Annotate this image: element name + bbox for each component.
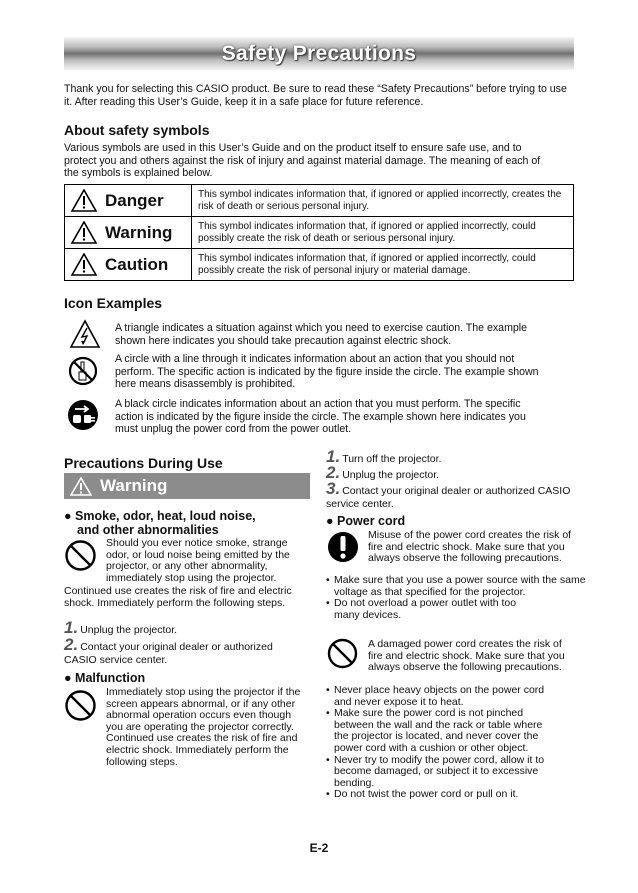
- about-heading: About safety symbols: [64, 122, 210, 138]
- step-text: Unplug the projector.: [80, 624, 178, 636]
- smoke-step-1: [64, 618, 178, 637]
- step-text: Turn off the projector.: [342, 453, 442, 465]
- bullet-dot-icon: ●: [326, 514, 334, 528]
- right-step-2: [326, 463, 440, 482]
- right-step-1: [326, 447, 442, 466]
- caution-label: Caution: [105, 254, 169, 274]
- bullet-text: Never try to modify the power cord, allow it to become damaged, or subject it to excessive bending.: [334, 753, 545, 789]
- bullet-text: Do not overload a power outlet with too many devices.: [334, 597, 517, 621]
- step-number: 1.: [326, 447, 341, 466]
- page-title: Safety Precautions: [221, 41, 417, 65]
- malfunction-title: Malfunction: [75, 671, 146, 685]
- precautions-heading: Precautions During Use: [64, 455, 223, 471]
- warning-banner: [64, 473, 310, 499]
- warning-triangle-icon: [71, 253, 97, 276]
- power-bullet: • Never try to modify the power cord, allow it to become damaged, or subject it to excessive bending.: [326, 755, 562, 790]
- icon-example-text-2: A circle with a line through it indicates information about an action that you should not perform. The specific action is indicated by the figure inside the circle. The example shown here means disassembly is prohibited.: [115, 353, 539, 391]
- step-number: 2.: [326, 463, 341, 482]
- symbol-row-danger: [65, 185, 574, 217]
- warning-triangle-icon: [71, 189, 97, 212]
- symbol-row-caution: [65, 249, 574, 281]
- page-number: E-2: [309, 841, 329, 855]
- power-cord-text-1: Misuse of the power cord creates the risk of fire and electric shock. Make sure that you always observe the following precautions.: [368, 529, 572, 565]
- step-text: Contact your original dealer or authorized CASIO service center.: [326, 485, 571, 510]
- smoke-title-line1: Smoke, odor, heat, loud noise,: [75, 509, 256, 523]
- power-bullets-1: [326, 575, 586, 621]
- icons-heading: Icon Examples: [64, 295, 163, 311]
- title-bar: [64, 37, 574, 70]
- bullet-text: Make sure the power cord is not pinched between the wall and the rack or table where the projector is located, and never cover the power cord with a cushion or other object.: [334, 707, 543, 754]
- intro-text: Thank you for selecting this CASIO product. Be sure to read these “Safety Precautions” before trying to use it. After reading this User’s Guide, keep it in a safe place for future reference.: [64, 83, 567, 108]
- smoke-continued-text: Continued use creates the risk of fire and electric shock. Immediately perform the following steps.: [64, 585, 292, 609]
- warning-text: This symbol indicates information that, if ignored or applied incorrectly, could possibly create the risk of death or serious personal injury.: [192, 217, 574, 249]
- bullet-text: Do not twist the power cord or pull on it.: [334, 788, 519, 801]
- power-bullet: • Do not overload a power outlet with too many devices.: [326, 598, 542, 621]
- step-text: Contact your original dealer or authorized CASIO service center.: [64, 641, 273, 666]
- power-bullets-2: [326, 685, 586, 801]
- danger-label: Danger: [105, 190, 164, 210]
- bullet-text: Make sure that you use a power source with the same voltage as that specified for the projector.: [334, 574, 586, 598]
- power-bullet: • Make sure that you use a power source with the same voltage as that specified for the projector.: [326, 574, 586, 598]
- bullet-text: Never place heavy objects on the power cord and never expose it to heat.: [334, 684, 545, 708]
- step-number: 1.: [64, 618, 79, 637]
- icon-example-text-1: A triangle indicates a situation against which you need to exercise caution. The example shown here indicates you should take precaution against electric shock.: [115, 322, 528, 347]
- no-disassembly-icon: [67, 355, 99, 387]
- icon-example-text-3: A black circle indicates information about an action that you must perform. The specific action is indicated by the figure inside the circle. The example shown here indicates you must unplug the power cord from the power outlet.: [115, 398, 526, 436]
- prohibition-icon: [327, 638, 358, 669]
- symbol-row-warning: [65, 217, 574, 249]
- power-bullet: • Do not twist the power cord or pull on it.: [326, 788, 519, 801]
- warning-triangle-icon: [70, 477, 92, 496]
- step-number: 3.: [326, 479, 341, 498]
- right-step-3: [326, 479, 580, 510]
- smoke-title-line2: and other abnormalities: [77, 523, 219, 537]
- about-text: Various symbols are used in this User’s Guide and on the product itself to ensure safe use, and to protect you and others against the risk of injury and against material damage. The meaning of each of the symbols is explained below.: [64, 142, 541, 180]
- caution-text: This symbol indicates information that, if ignored or applied incorrectly, could possibly create the risk of personal injury or material damage.: [192, 249, 574, 281]
- smoke-text: Should you ever notice smoke, strange odor, or loud noise being emitted by the projector, or any other abnormality, immediately stop using the projector.: [106, 537, 290, 584]
- smoke-heading: [64, 509, 256, 537]
- power-bullet: • Make sure the power cord is not pinched between the wall and the rack or table where the projector is located, and never cover the power cord with a cushion or other object.: [326, 708, 556, 754]
- malfunction-heading: [64, 671, 145, 685]
- power-cord-title: Power cord: [337, 514, 406, 528]
- symbols-table: [64, 184, 574, 281]
- prohibition-icon: [64, 539, 97, 572]
- warning-label: Warning: [105, 222, 173, 242]
- step-number: 2.: [64, 635, 79, 654]
- prohibition-icon: [64, 689, 97, 722]
- unplug-icon: [66, 398, 100, 432]
- electric-shock-icon: [69, 319, 101, 349]
- step-text: Unplug the projector.: [342, 469, 440, 481]
- mandatory-action-icon: [327, 530, 359, 564]
- bullet-dot-icon: ●: [64, 509, 72, 523]
- warning-banner-label: Warning: [100, 476, 168, 495]
- smoke-step-2: [64, 635, 304, 666]
- danger-text: This symbol indicates information that, if ignored or applied incorrectly, creates the risk of death or serious personal injury.: [192, 185, 574, 217]
- warning-triangle-icon: [71, 221, 97, 244]
- malfunction-text: Immediately stop using the projector if the screen appears abnormal, or if any other abnormal operation occurs even though you are operating the projector correctly. Continued use creates the risk of fire and electric shock. Immediately perform the following steps.: [106, 686, 301, 768]
- power-bullet: • Never place heavy objects on the power cord and never expose it to heat.: [326, 685, 556, 708]
- bullet-dot-icon: ●: [64, 671, 72, 685]
- power-cord-heading: [326, 514, 405, 528]
- power-cord-text-2: A damaged power cord creates the risk of fire and electric shock. Make sure that you always observe the following precautions.: [368, 638, 565, 674]
